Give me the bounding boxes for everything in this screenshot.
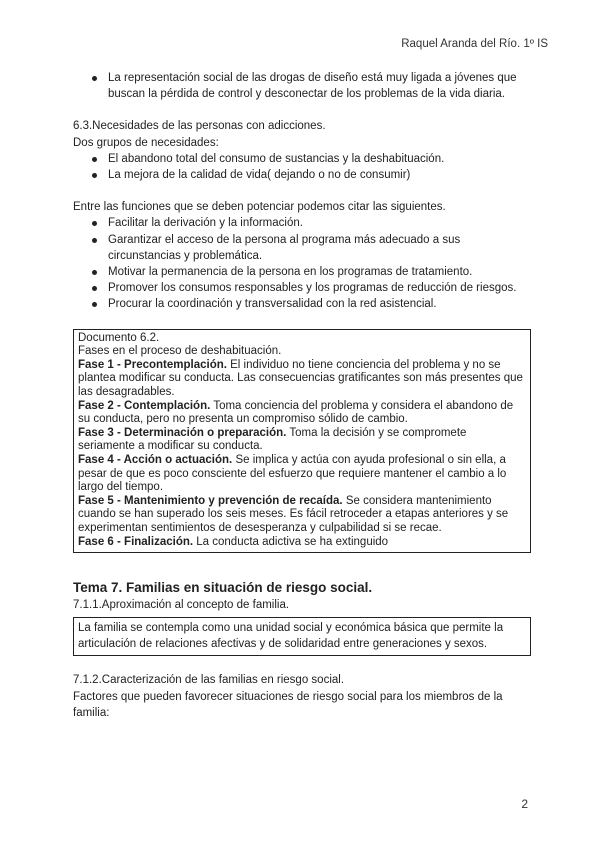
phase-item: Fase 6 - Finalización. La conducta adictiva se ha extinguido <box>78 535 389 548</box>
page-content <box>73 70 533 721</box>
document-title: Documento 6.2. <box>78 331 160 344</box>
phase-item: Fase 4 - Acción o actuación. Se implica y actúa con ayuda profesional o sin ella, a pesar de que es poco consciente del esfuerzo que requiere mantener el cambio a lo largo del tiempo. <box>78 453 507 494</box>
phase-item: Fase 1 - Precontemplación. El individuo no tiene conciencia del problema y no se plantea modificar su conducta. Las consecuencias gratificantes son más presentes que las desagradables. <box>78 358 523 399</box>
phase-item: Fase 5 - Mantenimiento y prevención de recaída. Se considera mantenimiento cuando se han superado los seis meses. Es fácil retroceder a etapas anteriores y se experimentan sentimientos de desesperanza y culpabilidad si se recae. <box>78 494 509 534</box>
list-item: Garantizar el acceso de la persona al programa más adecuado a sus circunstancias y problemática. <box>73 232 533 264</box>
page-header: Raquel Aranda del Río. 1º IS <box>401 38 548 50</box>
needs-list <box>73 151 533 183</box>
factors-text: Factores que pueden favorecer situaciones de riesgo social para los miembros de la familia: <box>73 690 503 719</box>
functions-lead: Entre las funciones que se deben potenciar podemos citar las siguientes. <box>73 201 446 214</box>
phase-item: Fase 3 - Determinación o preparación. Toma la decisión y se compromete seriamente a modificar su conducta. <box>78 426 467 453</box>
definition-text: La familia se contempla como una unidad social y económica básica que permite la articulación de relaciones afectivas y de solidaridad entre generaciones y sexos. <box>78 622 504 651</box>
document-box <box>73 329 531 554</box>
list-item: Facilitar la derivación y la información. <box>73 215 533 231</box>
list-item: El abandono total del consumo de sustancias y la deshabituación. <box>73 151 533 167</box>
phase-item: Fase 2 - Contemplación. Toma conciencia del problema y considera el abandono de su conducta, pero no presenta un compromiso sólido de cambio. <box>78 399 514 426</box>
subsection-heading: 7.1.2.Caracterización de las familias en riesgo social. <box>73 674 345 687</box>
subsection-heading: 7.1.1.Aproximación al concepto de familia. <box>73 599 290 612</box>
list-item: La representación social de las drogas de diseño está muy ligada a jóvenes que buscan la pérdida de control y desconectar de los problemas de la vida diaria. <box>73 70 533 102</box>
list-item: La mejora de la calidad de vida( dejando o no de consumir) <box>73 167 533 183</box>
list-item: Motivar la permanencia de la persona en los programas de tratamiento. <box>73 264 533 280</box>
intro-list <box>73 70 533 102</box>
functions-list <box>73 215 533 312</box>
page-number: 2 <box>521 797 528 811</box>
section-lead: Dos grupos de necesidades: <box>73 136 219 149</box>
list-item: Promover los consumos responsables y los programas de reducción de riesgos. <box>73 280 533 296</box>
document-subtitle: Fases en el proceso de deshabituación. <box>78 345 282 358</box>
chapter-title: Tema 7. Familias en situación de riesgo social. <box>73 580 373 596</box>
list-item: Procurar la coordinación y transversalidad con la red asistencial. <box>73 296 533 312</box>
definition-box <box>73 617 531 656</box>
section-heading: 6.3.Necesidades de las personas con adicciones. <box>73 120 326 133</box>
